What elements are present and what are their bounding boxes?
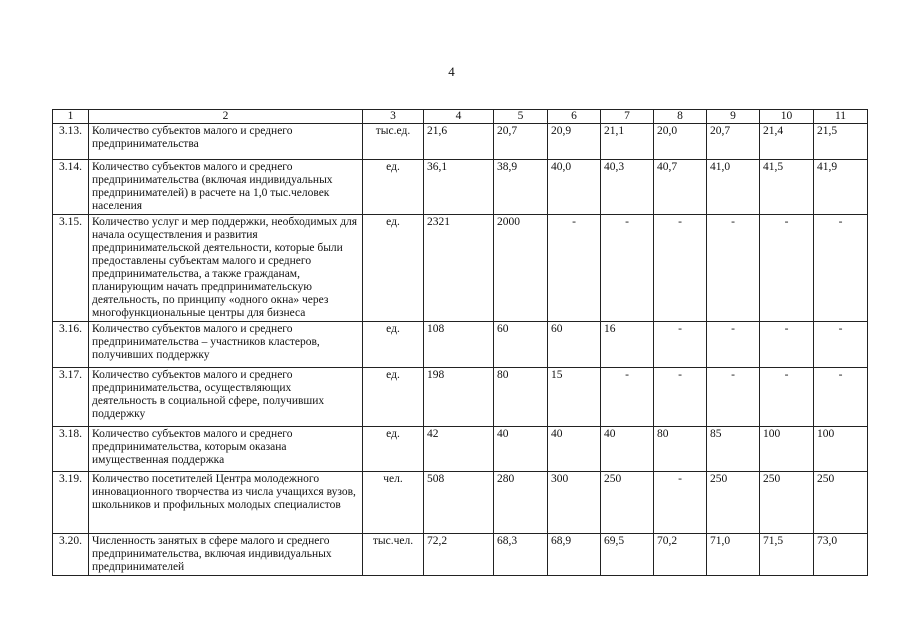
value-cell: - bbox=[601, 368, 654, 427]
value-cell: 100 bbox=[760, 427, 814, 472]
value-cell: - bbox=[654, 472, 707, 534]
header-cell: 8 bbox=[654, 110, 707, 124]
row-description: Количество субъектов малого и среднего предпринимательства, которым оказана имущественная поддержка bbox=[89, 427, 363, 472]
table-row bbox=[53, 124, 868, 160]
row-unit: тыс.ед. bbox=[363, 124, 424, 160]
value-cell: 2000 bbox=[494, 215, 548, 322]
row-id: 3.19. bbox=[53, 472, 89, 534]
header-cell: 6 bbox=[548, 110, 601, 124]
value-cell: - bbox=[654, 322, 707, 368]
row-id: 3.15. bbox=[53, 215, 89, 322]
table-row bbox=[53, 322, 868, 368]
value-cell: 71,0 bbox=[707, 534, 760, 576]
value-cell: 2321 bbox=[424, 215, 494, 322]
table-row bbox=[53, 472, 868, 534]
row-description: Количество субъектов малого и среднего предпринимательства, осуществляющих деятельность в социальной сфере, получивших поддержку bbox=[89, 368, 363, 427]
value-cell: - bbox=[760, 322, 814, 368]
value-cell: 20,0 bbox=[654, 124, 707, 160]
row-id: 3.13. bbox=[53, 124, 89, 160]
value-cell: 280 bbox=[494, 472, 548, 534]
value-cell: 80 bbox=[494, 368, 548, 427]
row-unit: ед. bbox=[363, 368, 424, 427]
indicators-table bbox=[52, 109, 868, 576]
value-cell: 508 bbox=[424, 472, 494, 534]
value-cell: 20,7 bbox=[494, 124, 548, 160]
value-cell: 60 bbox=[548, 322, 601, 368]
value-cell: 69,5 bbox=[601, 534, 654, 576]
value-cell: 250 bbox=[601, 472, 654, 534]
value-cell: 300 bbox=[548, 472, 601, 534]
table-row bbox=[53, 160, 868, 215]
value-cell: 42 bbox=[424, 427, 494, 472]
value-cell: 40,3 bbox=[601, 160, 654, 215]
row-unit: чел. bbox=[363, 472, 424, 534]
value-cell: 40,7 bbox=[654, 160, 707, 215]
value-cell: 41,5 bbox=[760, 160, 814, 215]
row-description: Количество субъектов малого и среднего предпринимательства bbox=[89, 124, 363, 160]
value-cell: 20,9 bbox=[548, 124, 601, 160]
value-cell: 60 bbox=[494, 322, 548, 368]
header-cell: 4 bbox=[424, 110, 494, 124]
value-cell: - bbox=[707, 215, 760, 322]
value-cell: - bbox=[760, 215, 814, 322]
value-cell: 41,0 bbox=[707, 160, 760, 215]
value-cell: 108 bbox=[424, 322, 494, 368]
value-cell: - bbox=[654, 215, 707, 322]
value-cell: 250 bbox=[760, 472, 814, 534]
header-cell: 1 bbox=[53, 110, 89, 124]
value-cell: 15 bbox=[548, 368, 601, 427]
value-cell: 72,2 bbox=[424, 534, 494, 576]
header-cell: 7 bbox=[601, 110, 654, 124]
value-cell: 21,4 bbox=[760, 124, 814, 160]
row-id: 3.17. bbox=[53, 368, 89, 427]
value-cell: 21,1 bbox=[601, 124, 654, 160]
row-description: Численность занятых в сфере малого и среднего предпринимательства, включая индивидуальных предпринимателей bbox=[89, 534, 363, 576]
value-cell: 250 bbox=[707, 472, 760, 534]
table-row bbox=[53, 534, 868, 576]
row-unit: ед. bbox=[363, 215, 424, 322]
value-cell: 80 bbox=[654, 427, 707, 472]
value-cell: 73,0 bbox=[814, 534, 868, 576]
value-cell: - bbox=[707, 322, 760, 368]
row-id: 3.20. bbox=[53, 534, 89, 576]
value-cell: 40 bbox=[494, 427, 548, 472]
value-cell: 21,5 bbox=[814, 124, 868, 160]
value-cell: - bbox=[814, 322, 868, 368]
value-cell: 250 bbox=[814, 472, 868, 534]
value-cell: - bbox=[814, 215, 868, 322]
row-unit: ед. bbox=[363, 427, 424, 472]
value-cell: 71,5 bbox=[760, 534, 814, 576]
row-description: Количество посетителей Центра молодежного инновационного творчества из числа учащихся вузов, школьников и профильных молодых специалистов bbox=[89, 472, 363, 534]
table-row bbox=[53, 215, 868, 322]
table-row bbox=[53, 427, 868, 472]
header-cell: 11 bbox=[814, 110, 868, 124]
value-cell: - bbox=[548, 215, 601, 322]
value-cell: 21,6 bbox=[424, 124, 494, 160]
value-cell: - bbox=[654, 368, 707, 427]
header-cell: 5 bbox=[494, 110, 548, 124]
value-cell: 38,9 bbox=[494, 160, 548, 215]
row-id: 3.14. bbox=[53, 160, 89, 215]
header-row bbox=[53, 110, 868, 124]
header-cell: 9 bbox=[707, 110, 760, 124]
row-description: Количество субъектов малого и среднего предпринимательства – участников кластеров, получивших поддержку bbox=[89, 322, 363, 368]
table-row bbox=[53, 368, 868, 427]
value-cell: 85 bbox=[707, 427, 760, 472]
row-id: 3.18. bbox=[53, 427, 89, 472]
value-cell: 40 bbox=[548, 427, 601, 472]
value-cell: 68,3 bbox=[494, 534, 548, 576]
row-unit: ед. bbox=[363, 160, 424, 215]
header-cell: 10 bbox=[760, 110, 814, 124]
header-cell: 2 bbox=[89, 110, 363, 124]
value-cell: 40,0 bbox=[548, 160, 601, 215]
row-unit: ед. bbox=[363, 322, 424, 368]
value-cell: 68,9 bbox=[548, 534, 601, 576]
row-description: Количество субъектов малого и среднего предпринимательства (включая индивидуальных предпринимателей) в расчете на 1,0 тыс.человек населения bbox=[89, 160, 363, 215]
value-cell: 36,1 bbox=[424, 160, 494, 215]
page-number: 4 bbox=[448, 64, 455, 79]
value-cell: 16 bbox=[601, 322, 654, 368]
value-cell: - bbox=[814, 368, 868, 427]
value-cell: - bbox=[760, 368, 814, 427]
value-cell: 198 bbox=[424, 368, 494, 427]
row-id: 3.16. bbox=[53, 322, 89, 368]
value-cell: - bbox=[601, 215, 654, 322]
value-cell: 20,7 bbox=[707, 124, 760, 160]
value-cell: 70,2 bbox=[654, 534, 707, 576]
row-description: Количество услуг и мер поддержки, необходимых для начала осуществления и развития предпринимательской деятельности, которые были предоставлены субъектам малого и среднего предпринимательства, а также гражданам, планирующим начать предпринимательскую деятельность, по принципу «одного окна» через многофункциональные центры для бизнеса bbox=[89, 215, 363, 322]
value-cell: 100 bbox=[814, 427, 868, 472]
value-cell: - bbox=[707, 368, 760, 427]
value-cell: 41,9 bbox=[814, 160, 868, 215]
value-cell: 40 bbox=[601, 427, 654, 472]
header-cell: 3 bbox=[363, 110, 424, 124]
row-unit: тыс.чел. bbox=[363, 534, 424, 576]
